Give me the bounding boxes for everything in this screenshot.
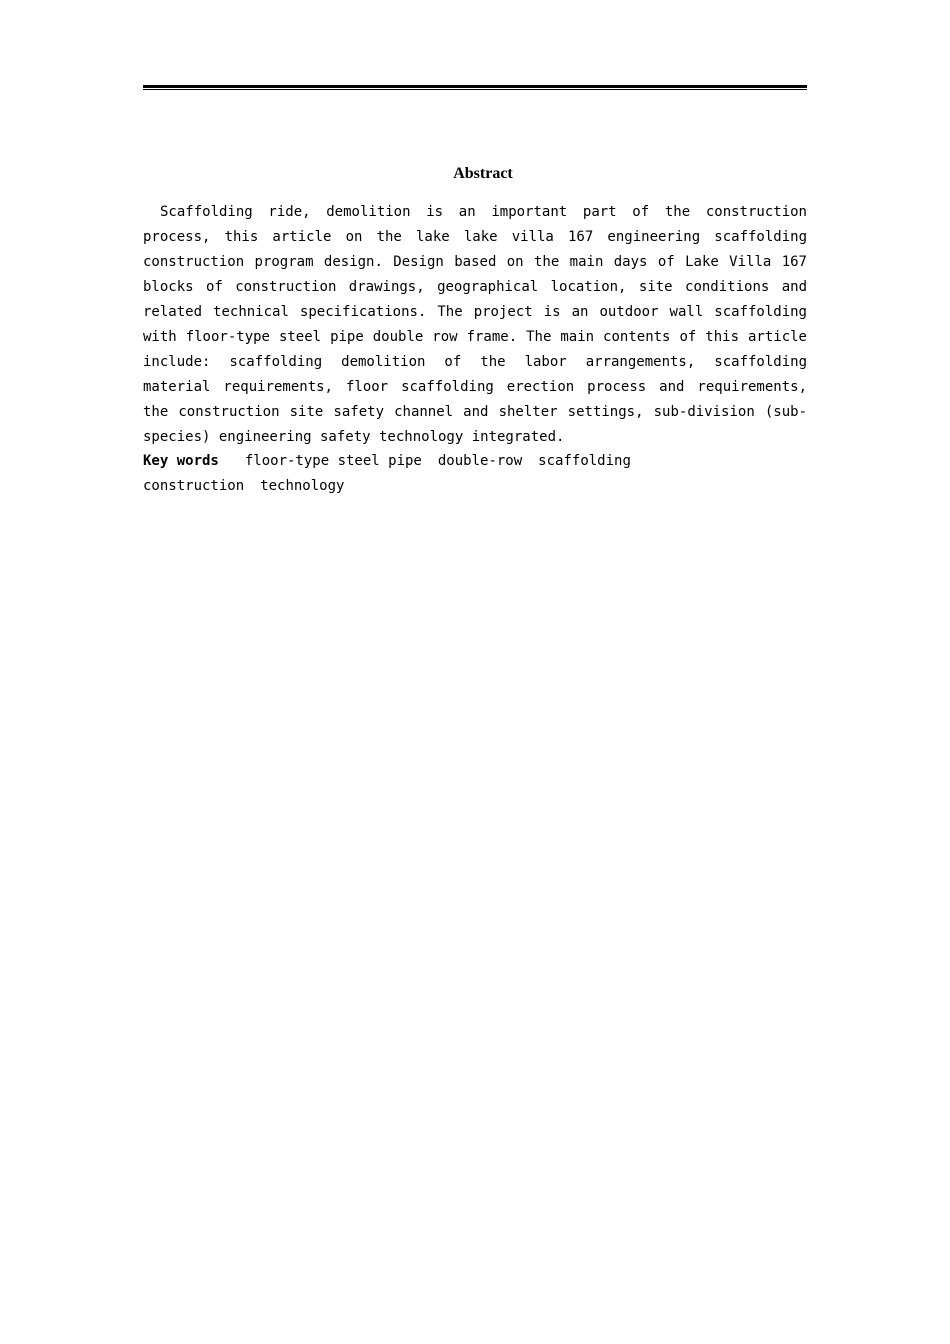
keywords-line [143, 449, 807, 499]
keyword: double-row [437, 453, 523, 469]
header-rule-thin [143, 89, 807, 90]
header-rule [143, 85, 807, 90]
keywords-label: Key words [143, 453, 219, 469]
keyword: floor-type steel pipe [244, 453, 422, 469]
keyword: scaffolding construction [143, 453, 631, 494]
abstract-title: Abstract [453, 165, 513, 182]
keyword: technology [260, 478, 345, 494]
abstract-body: Scaffolding ride, demolition is an important part of the construction process, this article on the lake lake villa 167 engineering scaffolding construction program design. Design based on the main days of Lake Villa 167 blocks of construction drawings, geographical location, site conditions and related technical specifications. The project is an outdoor wall scaffolding with floor-type steel pipe double row frame. The main contents of this article include: scaffolding demolition of the labor arrangements, scaffolding material requirements, floor scaffolding erection process and requirements, the construction site safety channel and shelter settings, sub-division (sub-species) engineering safety technology integrated. [143, 204, 807, 445]
